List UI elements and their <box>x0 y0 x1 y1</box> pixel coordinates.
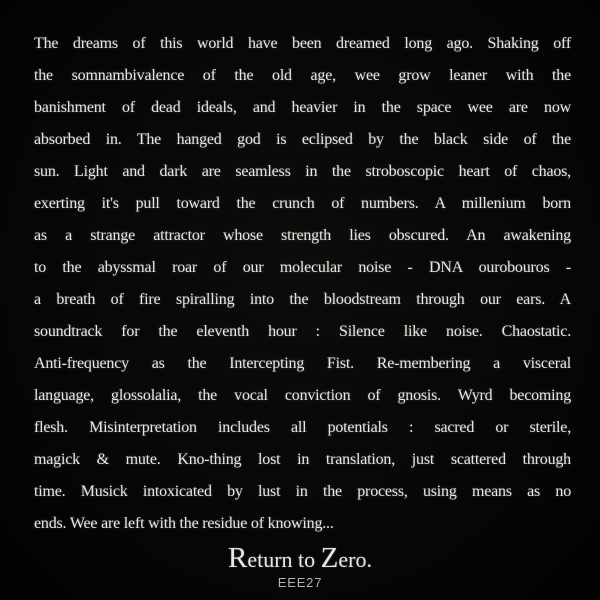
text-line: the somnambivalence of the old age, wee grow leaner with the <box>34 67 571 84</box>
text-line: time. Musick intoxicated by lust in the process, using means as no <box>34 483 571 500</box>
text-line: The dreams of this world have been dreamed long ago. Shaking off <box>34 35 571 52</box>
text-line: Anti-frequency as the Intercepting Fist. Re-membering a visceral <box>34 355 571 372</box>
closing-initial-r: R <box>228 542 248 574</box>
closing-text: ero. <box>338 547 372 572</box>
text-line: to the abyssmal roar of our molecular noise - DNA ourobouros - <box>34 259 571 276</box>
closing-text: eturn to <box>247 547 321 572</box>
text-line: ends. Wee are left with the residue of knowing... <box>34 515 334 532</box>
text-line: as a strange attractor whose strength lies obscured. An awakening <box>34 227 571 244</box>
text-line: flesh. Misinterpretation includes all potentials : sacred or sterile, <box>34 419 571 436</box>
catalog-number: EEE27 <box>277 575 323 590</box>
text-line: exerting it's pull toward the crunch of numbers. A millenium born <box>34 195 571 212</box>
liner-notes-text <box>34 28 571 540</box>
text-line: soundtrack for the eleventh hour : Silence like noise. Chaostatic. <box>34 323 571 340</box>
text-line: absorbed in. The hanged god is eclipsed by the black side of the <box>34 131 571 148</box>
text-line: sun. Light and dark are seamless in the stroboscopic heart of chaos, <box>34 163 571 180</box>
text-line: banishment of dead ideals, and heavier in the space wee are now <box>34 99 571 116</box>
closing-initial-z: Z <box>320 542 339 574</box>
text-line: a breath of fire spiralling into the bloodstream through our ears. A <box>34 291 571 308</box>
closing-line <box>0 541 600 577</box>
text-line: language, glossolalia, the vocal conviction of gnosis. Wyrd becoming <box>34 387 571 404</box>
text-line: magick & mute. Kno-thing lost in translation, just scattered through <box>34 451 571 468</box>
